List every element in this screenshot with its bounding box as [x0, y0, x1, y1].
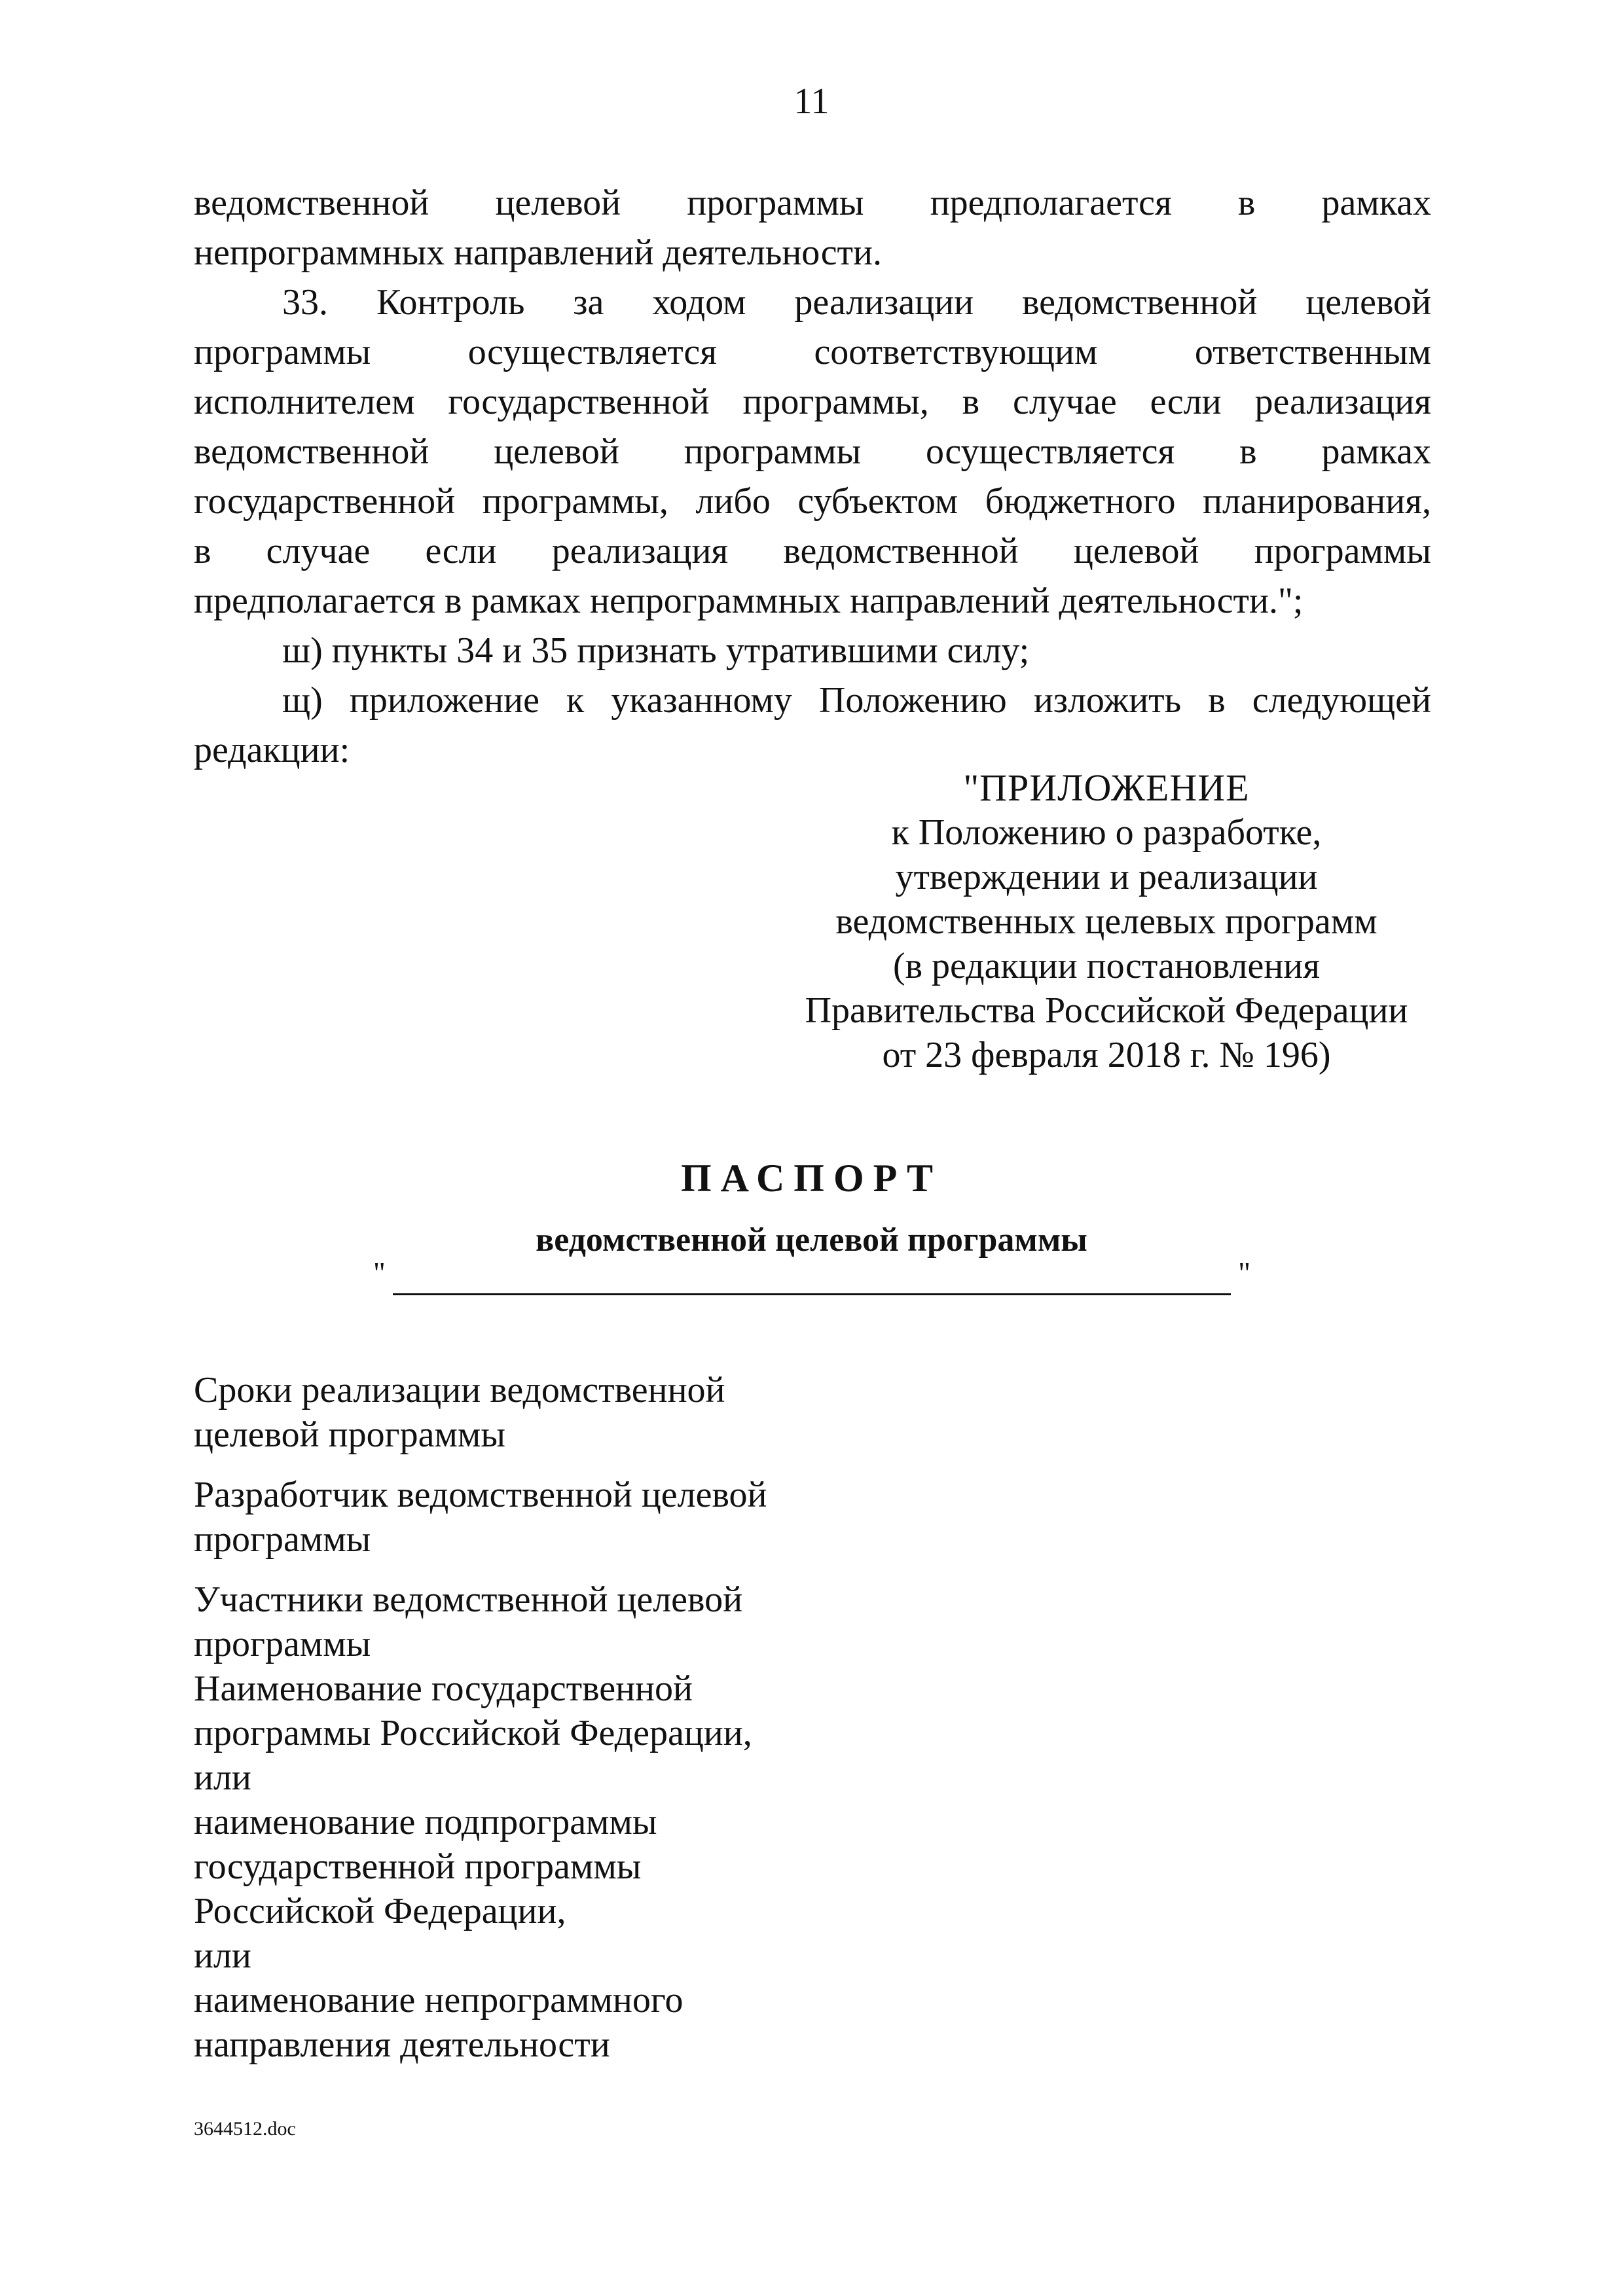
- appendix-line: ведомственных целевых программ: [835, 901, 1377, 942]
- appendix-line: (в редакции постановления: [892, 946, 1321, 986]
- appendix-title: "ПРИЛОЖЕНИЕ: [963, 766, 1250, 809]
- paragraph-line: ш) пункты 34 и 35 признать утратившими силу;: [282, 630, 1030, 671]
- page-number: 11: [793, 81, 830, 122]
- paragraph-line: исполнителем государственной программы, в случае если реализация: [194, 382, 1431, 422]
- field-label-line: программы Российской Федерации,: [194, 1713, 752, 1753]
- field-label-line: Наименование государственной: [194, 1668, 693, 1709]
- blank-underline: [393, 1293, 1231, 1295]
- program-name-blank: [373, 1257, 1250, 1296]
- close-quote: ": [1238, 1256, 1250, 1289]
- appendix-header: [746, 766, 1467, 1077]
- paragraph-line: ведомственной целевой программы предполагается в рамках: [194, 183, 1431, 223]
- paragraph-line: редакции:: [194, 730, 350, 770]
- field-label-line: Участники ведомственной целевой: [194, 1579, 743, 1620]
- paragraph-line: предполагается в рамках непрограммных направлений деятельности.";: [194, 581, 1304, 621]
- appendix-line: к Положению о разработке,: [891, 812, 1322, 853]
- field-label-line: направления деятельности: [194, 2024, 610, 2065]
- paragraph-line: 33. Контроль за ходом реализации ведомственной целевой: [282, 282, 1431, 323]
- appendix-line: от 23 февраля 2018 г. № 196): [882, 1035, 1331, 1075]
- field-label-line: программы: [194, 1519, 371, 1560]
- appendix-line: Правительства Российской Федерации: [805, 990, 1408, 1031]
- field-label-line: наименование подпрограммы: [194, 1802, 657, 1842]
- field-label-line: Российской Федерации,: [194, 1891, 566, 1931]
- paragraph-line: ведомственной целевой программы осуществляется в рамках: [194, 431, 1431, 472]
- passport-subtitle: ведомственной целевой программы: [536, 1221, 1087, 1259]
- field-label-line: программы: [194, 1624, 371, 1664]
- paragraph-line: в случае если реализация ведомственной целевой программы: [194, 531, 1431, 571]
- field-label-line: Сроки реализации ведомственной: [194, 1370, 725, 1410]
- passport-title: ПАСПОРТ: [680, 1157, 943, 1200]
- paragraph-line: непрограммных направлений деятельности.: [194, 232, 882, 273]
- passport-fields: [194, 1368, 848, 2067]
- paragraph-line: щ) приложение к указанному Положению изложить в следующей: [282, 680, 1431, 721]
- paragraph-line: программы осуществляется соответствующим ответственным: [194, 332, 1431, 372]
- open-quote: ": [373, 1256, 386, 1289]
- field-label-line: Разработчик ведомственной целевой: [194, 1475, 767, 1515]
- field-label-line: наименование непрограммного: [194, 1980, 684, 2020]
- document-id: 3644512.doc: [194, 2118, 296, 2140]
- field-label-line: или: [194, 1935, 251, 1976]
- field-label-line: государственной программы: [194, 1846, 642, 1887]
- field-label-line: или: [194, 1757, 251, 1798]
- appendix-line: утверждении и реализации: [895, 857, 1318, 897]
- field-label-line: целевой программы: [194, 1414, 505, 1455]
- paragraph-line: государственной программы, либо субъектом бюджетного планирования,: [194, 481, 1431, 522]
